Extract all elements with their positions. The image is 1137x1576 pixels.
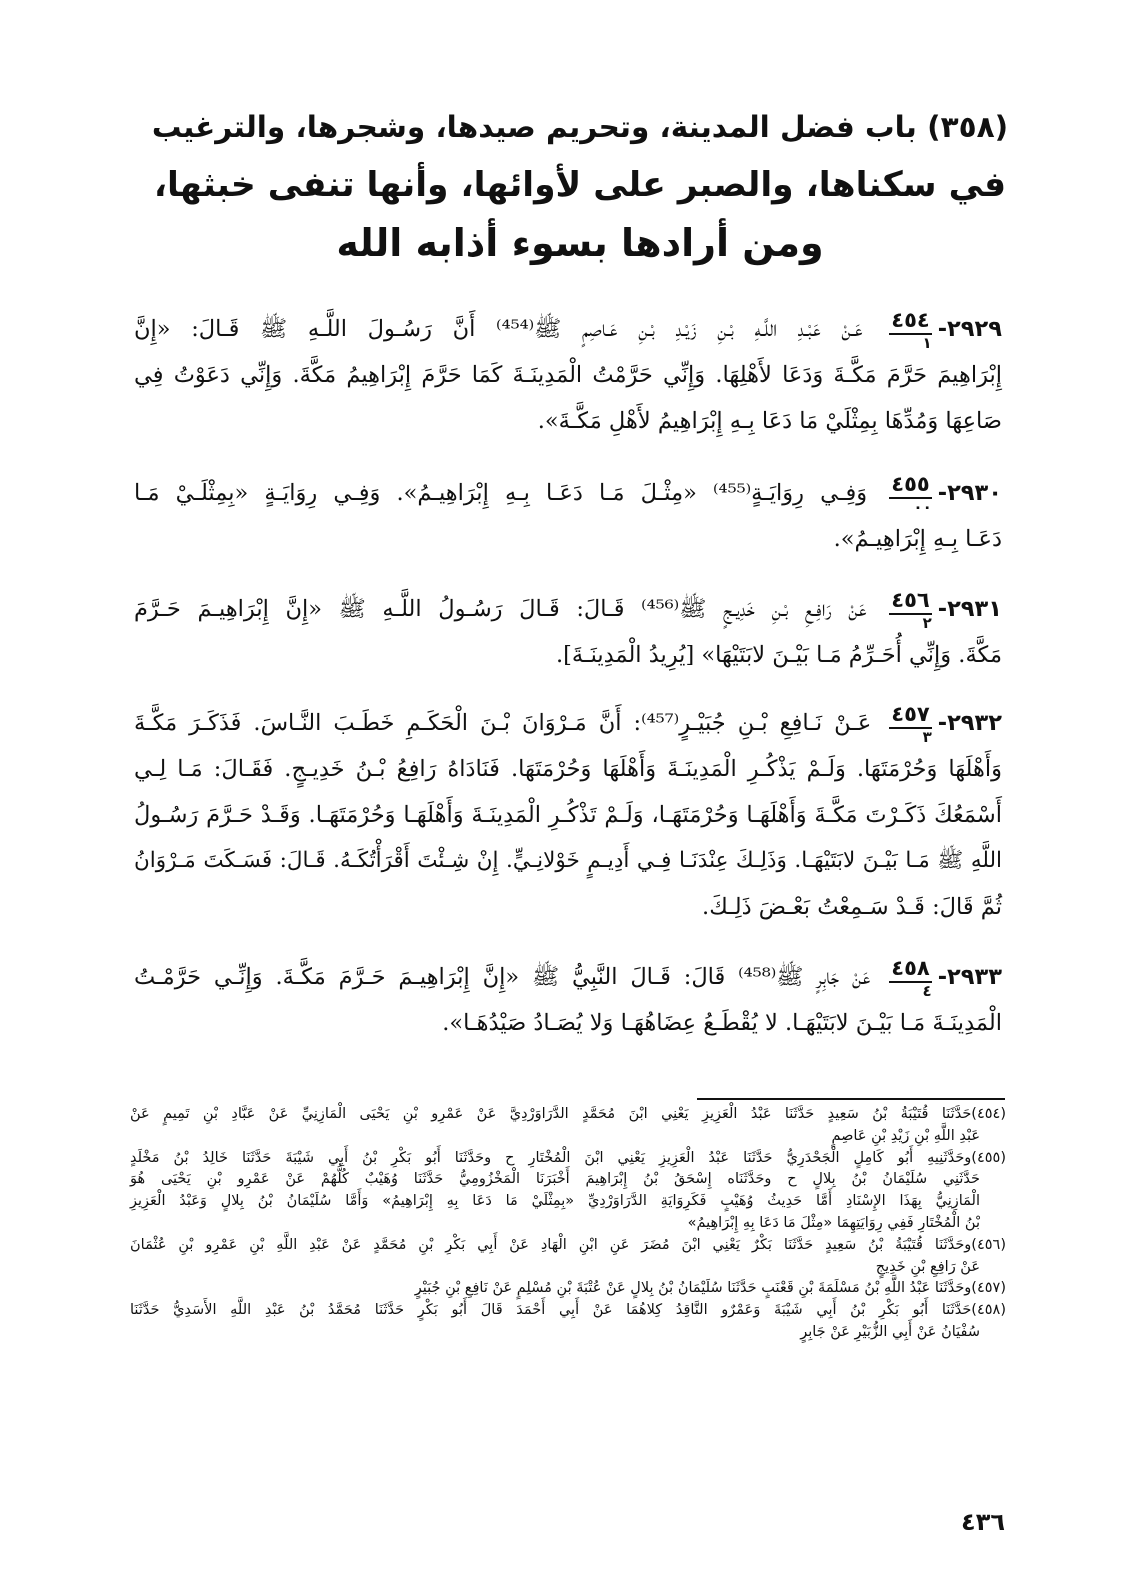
footnote-line: (٤٥٨)حَدَّثَنَا أَبُو بَكْرِ بْنُ أَبِي شَيْبَةَ وَعَمْرٌو النَّاقِدُ كِلاهُمَا عَنْ أَبِي أَحْمَدَ قَالَ أَبُو بَكْرٍ حَدَّثَنَا مُحَمَّدُ بْنُ عَبْدِ اللَّهِ الأَسَدِيُّ حَدَّثَنَا [130,1302,1006,1319]
footnote-458 [130,1300,1006,1344]
fraction-denominator: ٤ [922,981,932,1000]
hadith-line [134,700,1002,746]
hadith-number: ٢٩٣١- [937,596,1002,622]
hadith-line: إِبْرَاهِيمَ حَرَّمَ مَكَّـةَ وَدَعَا لأَهْلِهَا. وَإِنِّي حَرَّمْتُ الْمَدِينَـةَ كَمَا حَرَّمَ إِبْرَاهِيمُ مَكَّةَ. وَإِنِّي دَعَوْتُ فِي [134,362,1003,388]
footnote-line: عَنْ رَافِعِ بْنِ خَدِيجٍ [875,1258,980,1275]
fraction-denominator: ١ [922,333,932,352]
hadith-text: عَـنْ نَـافِعِ بْـنِ جُبَيْـرٍ⁽⁴⁵⁷⁾: أَنَّ مَـرْوَانَ بْـنَ الْحَكَـمِ خَطَـبَ النَّـاسَ. فَذَكَـرَ مَكَّـةَ [134,710,872,736]
hadith-text: عَـنْ عَبْـدِ اللَّـهِ بْـنِ زَيْـدِ بْـنِ عَـاصِمٍ ﷺ⁽⁴⁵⁴⁾ أَنَّ رَسُـولَ اللَّـهِ ﷺ قَـالَ: «إِنَّ [134,316,863,342]
hadith-line [134,586,1002,632]
footnote-line: (٤٥٧)وحَدَّثَنَا عَبْدُ اللَّهِ بْنُ مَسْلَمَةَ بْنِ قَعْنَبٍ حَدَّثَنَا سُلَيْمَانُ بْنُ بِلالٍ عَنْ عُتْبَةَ بْنِ مُسْلِمٍ عَنْ نَافِعِ بْنِ جُبَيْرٍ [414,1280,1006,1297]
hadith-number: ٢٩٣٠- [937,480,1003,506]
hadith-fraction [889,955,932,1000]
hadith-line [134,470,1002,516]
footnote-line: (٤٥٦)وحَدَّثَنَا قُتَيْبَةُ بْنُ سَعِيدٍ حَدَّثَنَا بَكْرٌ يَعْنِي ابْنَ مُضَرَ عَنِ ابْنِ الْهَادِ عَنْ أَبِي بَكْرِ بْنِ مُحَمَّدٍ عَنْ عَبْدِ اللَّهِ بْنِ عَمْرِو بْنِ عُثْمَانَ [130,1236,1006,1253]
footnote-454 [130,1104,1006,1148]
hadith-text: وَفِـي رِوَايَـةٍ⁽⁴⁵⁵⁾ «مِثْـلَ مَـا دَعَـا بِـهِ إِبْرَاهِيـمُ». وَفِـي رِوَايَـةٍ «بِمِثْلَـيْ مَـا [134,480,868,506]
hadith-line: أَسْمَعُكَ ذَكَـرْتَ مَكَّـةَ وَأَهْلَهَـا وَحُرْمَتَهَـا، وَلَـمْ تَذْكُـرِ الْمَدِينَـةَ وَأَهْلَهَـا وَحُرْمَتَهَـا. وَقَـدْ حَـرَّمَ رَسُـولُ [134,802,1002,828]
footnote-457 [130,1278,1006,1300]
footnote-separator [697,1098,1005,1100]
chapter-title-line-1: (٣٥٨) باب فضل المدينة، وتحريم صيدها، وشجرها، والترغيب [151,110,1009,144]
footnote-line: سُفْيَانُ عَنْ أَبِي الزُّبَيْرِ عَنْ جَابِرٍ [800,1323,980,1340]
hadith-line: ثُمَّ قَالَ: قَـدْ سَـمِعْتُ بَعْـضَ ذَلِـكَ. [702,894,1002,920]
footnote-455 [130,1148,1006,1235]
fraction-denominator: ٣ [922,727,932,746]
fraction-denominator: ٠٠ [913,497,932,516]
hadith-line: مَكَّةَ. وَإِنِّي أُحَـرِّمُ مَـا بَيْـنَ لابَتَيْهَا» [يُرِيدُ الْمَدِينَـةَ]. [555,642,1002,668]
page-number: ٤٣٦ [961,1508,1005,1536]
hadith-text: عَنْ جَابِرٍ ﷺ⁽⁴⁵⁸⁾ قَالَ: قَـالَ النَّبِيُّ ﷺ «إِنَّ إِبْرَاهِيـمَ حَـرَّمَ مَكَّـةَ. وَإِنِّـي حَرَّمْـتُ [134,964,871,990]
fraction-denominator: ٢ [922,613,932,632]
fraction-numerator: ٤٥٧ [889,704,931,729]
hadith-line [134,306,1002,352]
hadith-fraction [889,471,932,516]
footnote-line: حَدَّثَنِي سُلَيْمَانُ بْنُ بِلالٍ ح وحَدَّثَنَاه إِسْحَقُ بْنُ إِبْرَاهِيمَ أَخْبَرَنَا الْمَخْزُومِيُّ حَدَّثَنَا وُهَيْبٌ كُلُّهُمْ عَنْ عَمْرِو بْنِ يَحْيَى هُوَ [130,1171,980,1188]
footnote-line: الْمَازِنِيُّ بِهَذَا الإِسْنَادِ أَمَّا حَدِيثُ وُهَيْبٍ فَكَرِوَايَةِ الدَّرَاوَرْدِيِّ «بِمِثْلَيْ مَا دَعَا بِهِ إِبْرَاهِيمُ» وَأَمَّا سُلَيْمَانُ بْنُ بِلالٍ وَعَبْدُ الْعَزِيزِ [130,1193,980,1210]
fraction-numerator: ٤٥٦ [889,590,931,615]
hadith-number: ٢٩٣٣- [937,964,1002,990]
hadith-2930 [134,470,1002,562]
footnote-line: عَبْدِ اللَّهِ بْنِ زَيْدِ بْنِ عَاصِمٍ [831,1127,980,1144]
footnote-line: (٤٥٥)وحَدَّثَنِيهِ أَبُو كَامِلٍ الْجَحْدَرِيُّ حَدَّثَنَا عَبْدُ الْعَزِيزِ يَعْنِي ابْنَ الْمُخْتَارِ ح وحَدَّثَنَا أَبُو بَكْرِ بْنُ أَبِي شَيْبَةَ حَدَّثَنَا خَالِدُ بْنُ مَخْلَدٍ [130,1149,1006,1166]
chapter-title-line-2: في سكناها، والصبر على لأوائها، وأنها تنفى خبثها، [153,165,1007,205]
footnote-456 [130,1235,1006,1279]
chapter-title-line-3: ومن أرادها بسوء أذابه الله [336,221,824,265]
fraction-numerator: ٤٥٥ [889,474,931,499]
hadith-number: ٢٩٣٢- [937,710,1002,736]
hadith-fraction [889,587,932,632]
hadith-2931 [134,586,1002,678]
hadith-line: دَعَـا بِـهِ إِبْرَاهِيـمُ». [833,526,1002,552]
footnote-line: بْنُ الْمُخْتَارِ فَفِي رِوَايَتِهِمَا «مِثْلَ مَا دَعَا بِهِ إِبْرَاهِيمُ» [687,1214,980,1231]
hadith-line: اللَّهِ ﷺ مَـا بَيْـنَ لابَتَيْهَـا. وَذَلِـكَ عِنْدَنَـا فِـي أَدِيـمٍ خَوْلانِـيٍّ. إِنْ شِـئْتَ أَقْرَأْتُكَـهُ. قَـالَ: فَسَـكَتَ مَـرْوَانُ [134,848,1002,873]
hadith-fraction [889,701,932,746]
hadith-2933 [134,954,1002,1046]
hadith-2932 [134,700,1002,930]
hadith-line: الْمَدِينَـةَ مَـا بَيْـنَ لابَتَيْهَـا. لا يُقْطَـعُ عِضَاهُهَـا وَلا يُصَـادُ صَيْدُهَـا». [442,1010,1002,1036]
footnote-line: (٤٥٤)حَدَّثَنَا قُتَيْبَةُ بْنُ سَعِيدٍ حَدَّثَنَا عَبْدُ الْعَزِيزِ يَعْنِي ابْنَ مُحَمَّدٍ الدَّرَاوَرْدِيَّ عَنْ عَمْرِو بْنِ يَحْيَى الْمَازِنِيِّ عَنْ عَبَّادِ بْنِ تَمِيمٍ عَنْ [130,1106,1006,1122]
fraction-numerator: ٤٥٤ [889,310,931,335]
fraction-numerator: ٤٥٨ [889,958,931,983]
hadith-2929 [134,306,1002,444]
hadith-line: وَأَهْلَهَا وَحُرْمَتَهَا. وَلَـمْ يَذْكُـرِ الْمَدِينَـةَ وَأَهْلَهَا وَحُرْمَتَهَا. فَنَادَاهُ رَافِعُ بْـنُ خَدِيـجٍ. فَقَـالَ: مَـا لِـي [134,756,1002,782]
hadith-line: صَاعِهَا وَمُدِّهَا بِمِثْلَيْ مَا دَعَا بِـهِ إِبْرَاهِيمُ لأَهْلِ مَكَّـةَ». [537,408,1002,434]
hadith-fraction [889,307,932,352]
chapter-title [150,98,1010,272]
hadith-text: عَنْ رَافِـعِ بْـنِ خَدِيـجٍ ﷺ⁽⁴⁵⁶⁾ قَـالَ: قَـالَ رَسُـولُ اللَّـهِ ﷺ «إِنَّ إِبْرَاهِيـمَ حَـرَّمَ [134,596,867,622]
footnotes [130,1104,1006,1344]
hadith-line [134,954,1002,1000]
hadith-number: ٢٩٢٩- [937,316,1002,342]
